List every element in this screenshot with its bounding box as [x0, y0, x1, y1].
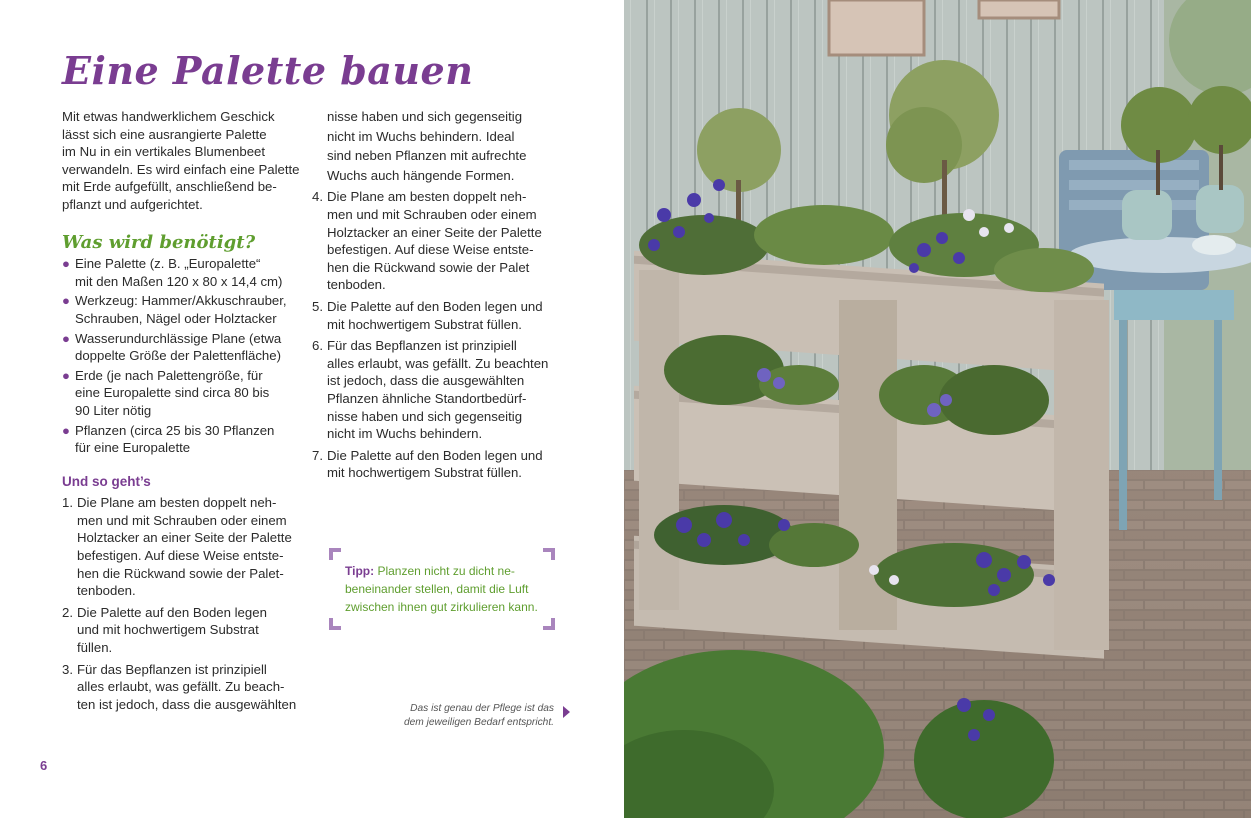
step-line: tenboden. — [77, 583, 136, 599]
caption-line: dem jeweiligen Bedarf entspricht. — [403, 717, 554, 728]
step-line: und mit hochwertigem Substrat — [77, 622, 259, 638]
step-line: Die Plane am besten doppelt neh- — [327, 189, 527, 205]
bullet-icon: ● — [62, 367, 70, 383]
step-line: befestigen. Auf diese Weise entste- — [77, 548, 284, 564]
bracket-corner — [543, 548, 555, 560]
step-item — [62, 604, 302, 657]
garden-photo — [624, 0, 1251, 818]
bullet-icon: ● — [62, 330, 70, 346]
list-item-line: Eine Palette (z. B. „Europalette“ — [75, 256, 261, 272]
intro-line: verwandeln. Es wird einfach eine Palette — [62, 161, 300, 177]
step-line: ten ist jedoch, dass die ausgewählten — [77, 696, 297, 712]
page-title: Eine Palette bauen — [62, 48, 474, 93]
step-item — [312, 298, 552, 333]
step-item — [62, 494, 302, 600]
step-line: nicht im Wuchs behindern. — [327, 426, 483, 442]
step-line: Die Palette auf den Boden legen — [77, 604, 267, 620]
step-line: mit hochwertigem Substrat füllen. — [327, 316, 522, 332]
intro-line: lässt sich eine ausrangierte Palette — [62, 126, 267, 142]
list-item-line: Pflanzen (circa 25 bis 30 Pflanzen — [75, 422, 275, 438]
step-line: Die Palette auf den Boden legen und — [327, 298, 543, 314]
needed-heading: Was wird benötigt? — [62, 231, 256, 253]
step-line: men und mit Schrauben oder einem — [327, 206, 537, 222]
text-column-right — [312, 108, 552, 486]
step-line: alles erlaubt, was gefällt. Zu beach- — [77, 679, 285, 695]
list-item-line: eine Europalette sind circa 80 bis — [75, 385, 270, 401]
step-item — [312, 188, 552, 294]
step-line: Die Palette auf den Boden legen und — [327, 447, 543, 463]
tip-line: beneinander stellen, damit die Luft — [345, 582, 529, 596]
step-item — [62, 661, 302, 714]
step-line: nisse haben und sich gegenseitig — [327, 109, 523, 124]
step-item — [312, 447, 552, 482]
intro-line: pflanzt und aufgerichtet. — [62, 196, 203, 212]
tip-text: Planzen nicht zu dicht ne- — [377, 564, 515, 578]
step-line: Für das Bepflanzen ist prinzipiell — [327, 338, 517, 354]
step-line: nisse haben und sich gegenseitig — [327, 408, 523, 424]
steps-heading: Und so geht’s — [62, 473, 151, 489]
step-number: 2. — [62, 604, 73, 620]
step-line: Wuchs auch hängende Formen. — [327, 167, 515, 183]
step-line: sind neben Pflanzen mit aufrechte — [327, 148, 527, 164]
step-number: 3. — [62, 661, 73, 677]
list-item — [62, 367, 302, 420]
step-line: Holztacker an einer Seite der Palette — [77, 530, 292, 546]
list-item — [62, 422, 302, 457]
pallet — [634, 251, 1109, 659]
step-item — [312, 337, 552, 443]
step-line: hen die Rückwand sowie der Palet — [327, 259, 530, 275]
caption-line: Das ist genau der Pflege ist das — [410, 703, 554, 714]
list-item-line: 90 Liter nötig — [75, 402, 152, 418]
bullet-icon: ● — [62, 422, 70, 438]
step-number: 5. — [312, 298, 323, 314]
step-line: mit hochwertigem Substrat füllen. — [327, 465, 522, 481]
list-item-line: für eine Europalette — [75, 440, 191, 456]
step-line: Für das Bepflanzen ist prinzipiell — [77, 661, 267, 677]
pallet-planter-photo — [624, 0, 1251, 818]
text-column-left — [62, 108, 302, 717]
intro-line: im Nu in ein vertikales Blumenbeet — [62, 144, 266, 160]
step-line: alles erlaubt, was gefällt. Zu beachten — [327, 355, 549, 371]
step-number: 6. — [312, 338, 323, 354]
step-line: hen die Rückwand sowie der Palet- — [77, 565, 284, 581]
list-item-line: Schrauben, Nägel oder Holztacker — [75, 310, 277, 326]
step-line: ist jedoch, dass die ausgewählten — [327, 373, 525, 389]
intro-paragraph — [62, 108, 302, 214]
caption-arrow-icon — [563, 706, 570, 718]
intro-line: Mit etwas handwerklichem Geschick — [62, 109, 275, 124]
step-number: 4. — [312, 189, 323, 205]
bullet-icon: ● — [62, 256, 70, 272]
needed-list — [62, 255, 302, 457]
step-line: Die Plane am besten doppelt neh- — [77, 495, 277, 511]
step-line: befestigen. Auf diese Weise entste- — [327, 242, 534, 258]
tip-line: zwischen ihnen gut zirkulieren kann. — [345, 600, 538, 614]
list-item-line: Wasserundurchlässige Plane (etwa — [75, 330, 282, 346]
list-item-line: mit den Maßen 120 x 80 x 14,4 cm) — [75, 273, 283, 289]
step-line: tenboden. — [327, 277, 386, 293]
bracket-corner — [329, 548, 341, 560]
step-line: füllen. — [77, 640, 113, 656]
page-number: 6 — [40, 758, 48, 773]
list-item — [62, 330, 302, 365]
intro-line: mit Erde aufgefüllt, anschließend be- — [62, 179, 277, 195]
bracket-corner — [543, 618, 555, 630]
step-line: Holztacker an einer Seite der Palette — [327, 224, 542, 240]
step-number: 1. — [62, 495, 73, 511]
list-item-line: Erde (je nach Palettengröße, für — [75, 367, 263, 383]
step-number: 7. — [312, 447, 323, 463]
tip-line — [345, 562, 539, 580]
steps-list-right — [312, 188, 552, 482]
list-item-line: Werkzeug: Hammer/Akkuschrauber, — [75, 293, 287, 309]
bracket-corner — [329, 618, 341, 630]
list-item-line: doppelte Größe der Palettenfläche) — [75, 348, 281, 364]
steps-list-left — [62, 494, 302, 713]
photo-caption — [334, 702, 554, 730]
tip-label: Tipp: — [345, 564, 375, 578]
step-3-continuation — [312, 108, 552, 184]
step-line: Pflanzen ähnliche Standortbedürf- — [327, 390, 527, 406]
tip-box — [329, 548, 555, 630]
step-line: men und mit Schrauben oder einem — [77, 512, 287, 528]
list-item — [62, 292, 302, 327]
list-item — [62, 255, 302, 290]
step-line: nicht im Wuchs behindern. Ideal — [327, 128, 515, 144]
left-page — [0, 0, 624, 818]
bullet-icon: ● — [62, 293, 70, 309]
